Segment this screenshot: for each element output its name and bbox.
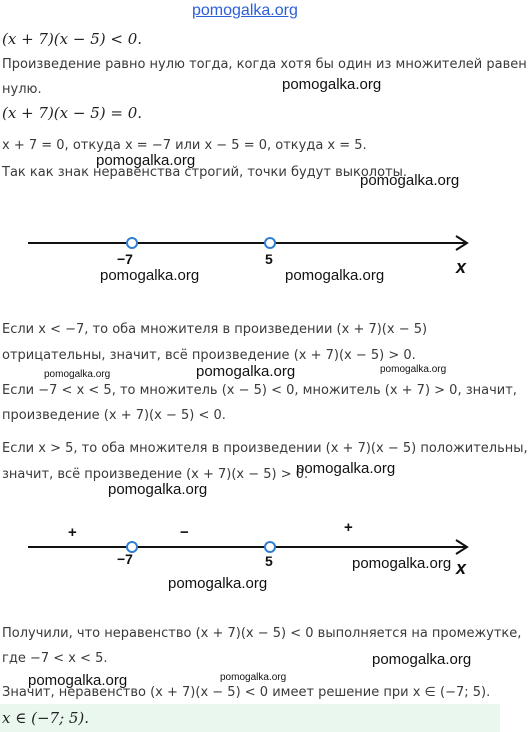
conclusion-line: где −7 < x < 5.	[2, 651, 108, 666]
watermark: pomogalka.org	[44, 369, 111, 380]
number-line-1	[0, 228, 500, 288]
watermark: pomogalka.org	[352, 555, 452, 572]
solution-line: Значит, неравенство (x + 7)(x − 5) < 0 имеет решение при x ∈ (−7; 5).	[2, 685, 491, 700]
watermark: pomogalka.org	[100, 267, 200, 284]
conclusion-line: Получили, что неравенство (x + 7)(x − 5) < 0 выполняется на промежутке,	[2, 626, 522, 641]
case-2-line: Если −7 < x < 5, то множитель (x − 5) < 0, множитель (x + 7) > 0, значит,	[2, 383, 517, 398]
text-line: Произведение равно нулю тогда, когда хотя бы один из множителей равен	[2, 57, 527, 72]
watermark: pomogalka.org	[220, 672, 287, 683]
tick-label-minus-7: −7	[117, 551, 133, 567]
text-line: нулю.	[2, 82, 42, 97]
case-3-line: Если x > 5, то оба множителя в произведении (x + 7)(x − 5) положительны,	[2, 441, 528, 456]
sign-plus-left: +	[68, 524, 77, 541]
tick-label-minus-7: −7	[117, 251, 133, 267]
watermark: pomogalka.org	[360, 172, 460, 189]
watermark: pomogalka.org	[168, 575, 268, 592]
roots-line: x + 7 = 0, откуда x = −7 или x − 5 = 0, откуда x = 5.	[2, 138, 367, 153]
sign-minus-middle: −	[180, 524, 189, 541]
watermark: pomogalka.org	[380, 364, 447, 375]
site-watermark-top: pomogalka.org	[192, 2, 298, 19]
sign-plus-right: +	[344, 519, 353, 536]
case-3-line: значит, всё произведение (x + 7)(x − 5) > 0.	[2, 467, 309, 482]
watermark: pomogalka.org	[108, 481, 208, 498]
axis-name-x: x	[456, 558, 467, 578]
case-1-line: Если x < −7, то оба множителя в произведении (x + 7)(x − 5)	[2, 322, 428, 337]
equation-line: (x + 7)(x − 5) = 0.	[2, 104, 143, 122]
point-5	[265, 238, 275, 248]
point-5	[265, 542, 275, 552]
axis-name-x: x	[456, 257, 467, 277]
point-minus-7	[127, 238, 137, 248]
text-line: Так как знак неравенства строгий, точки будут выколоты.	[2, 165, 408, 180]
watermark: pomogalka.org	[282, 76, 382, 93]
watermark: pomogalka.org	[28, 672, 128, 689]
inequality-line: (x + 7)(x − 5) < 0.	[2, 30, 143, 48]
watermark: pomogalka.org	[296, 460, 396, 477]
case-1-line: отрицательны, значит, всё произведение (x + 7)(x − 5) > 0.	[2, 348, 416, 363]
tick-label-5: 5	[265, 553, 273, 569]
case-2-line: произведение (x + 7)(x − 5) < 0.	[2, 408, 226, 423]
watermark: pomogalka.org	[96, 152, 196, 169]
watermark: pomogalka.org	[372, 651, 472, 668]
watermark: pomogalka.org	[196, 363, 296, 380]
answer-text: x ∈ (−7; 5).	[2, 709, 90, 727]
tick-label-5: 5	[265, 251, 273, 267]
answer-box	[0, 704, 500, 732]
watermark: pomogalka.org	[285, 267, 385, 284]
